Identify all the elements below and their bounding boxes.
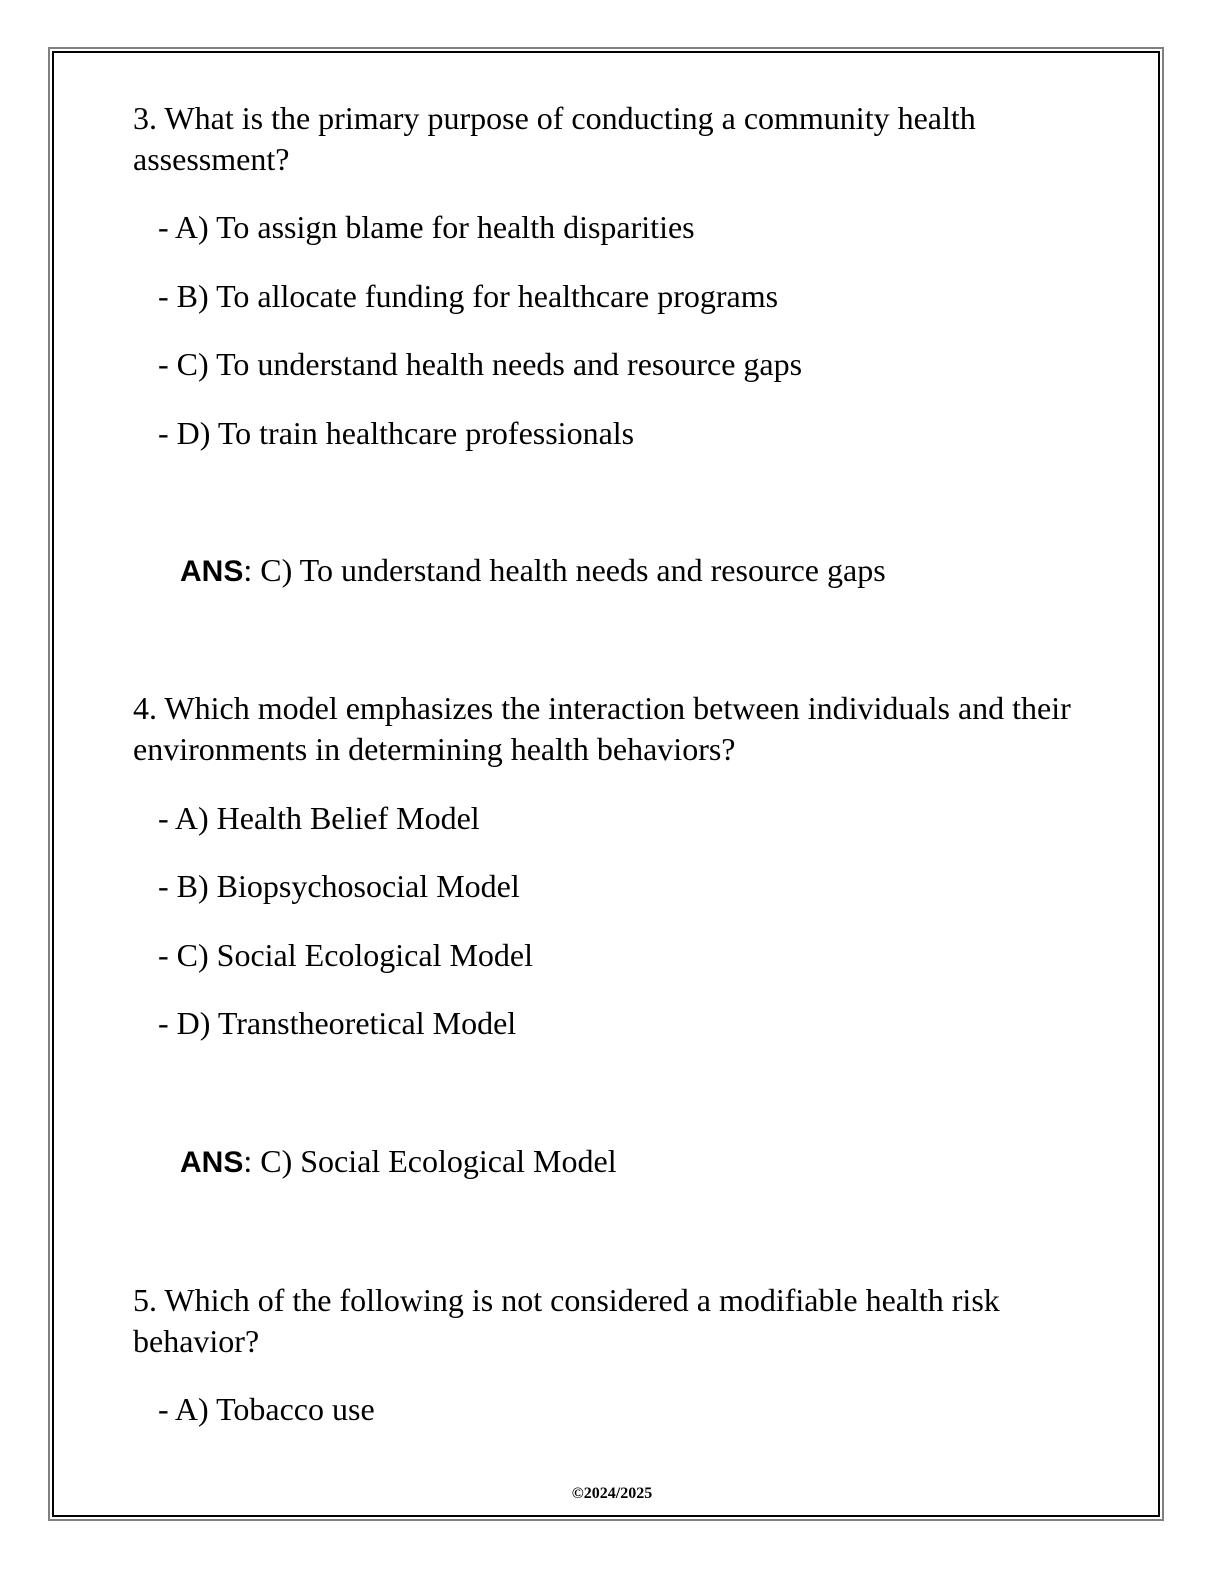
- question-4-option-d: - D) Transtheoretical Model: [158, 1005, 517, 1041]
- answer-label: ANS: [180, 1146, 244, 1179]
- question-3-prompt: 3. What is the primary purpose of conducting a community health assessment?: [133, 100, 976, 177]
- copyright-footer: ©2024/2025: [571, 1485, 653, 1502]
- question-4-option-c: - C) Social Ecological Model: [158, 937, 534, 973]
- question-4-option-b: - B) Biopsychosocial Model: [158, 868, 520, 904]
- question-3-option-d: - D) To train healthcare professionals: [158, 415, 635, 451]
- question-5-prompt: 5. Which of the following is not considered a modifiable health risk behavior?: [133, 1282, 1000, 1359]
- answer-label: ANS: [180, 555, 244, 588]
- question-3-option-a: - A) To assign blame for health disparities: [158, 209, 695, 245]
- answer-text: : C) To understand health needs and resource gaps: [243, 552, 886, 588]
- question-4-option-a: - A) Health Belief Model: [158, 800, 480, 836]
- question-3-answer: [180, 550, 886, 592]
- question-3-option-b: - B) To allocate funding for healthcare programs: [158, 278, 779, 314]
- question-4-prompt: 4. Which model emphasizes the interaction between individuals and their environments in determining health behaviors?: [133, 690, 1071, 767]
- question-3-option-c: - C) To understand health needs and resource gaps: [158, 346, 803, 382]
- question-4-answer: [180, 1141, 617, 1183]
- answer-text: : C) Social Ecological Model: [243, 1143, 617, 1179]
- question-5-option-a: - A) Tobacco use: [158, 1391, 375, 1427]
